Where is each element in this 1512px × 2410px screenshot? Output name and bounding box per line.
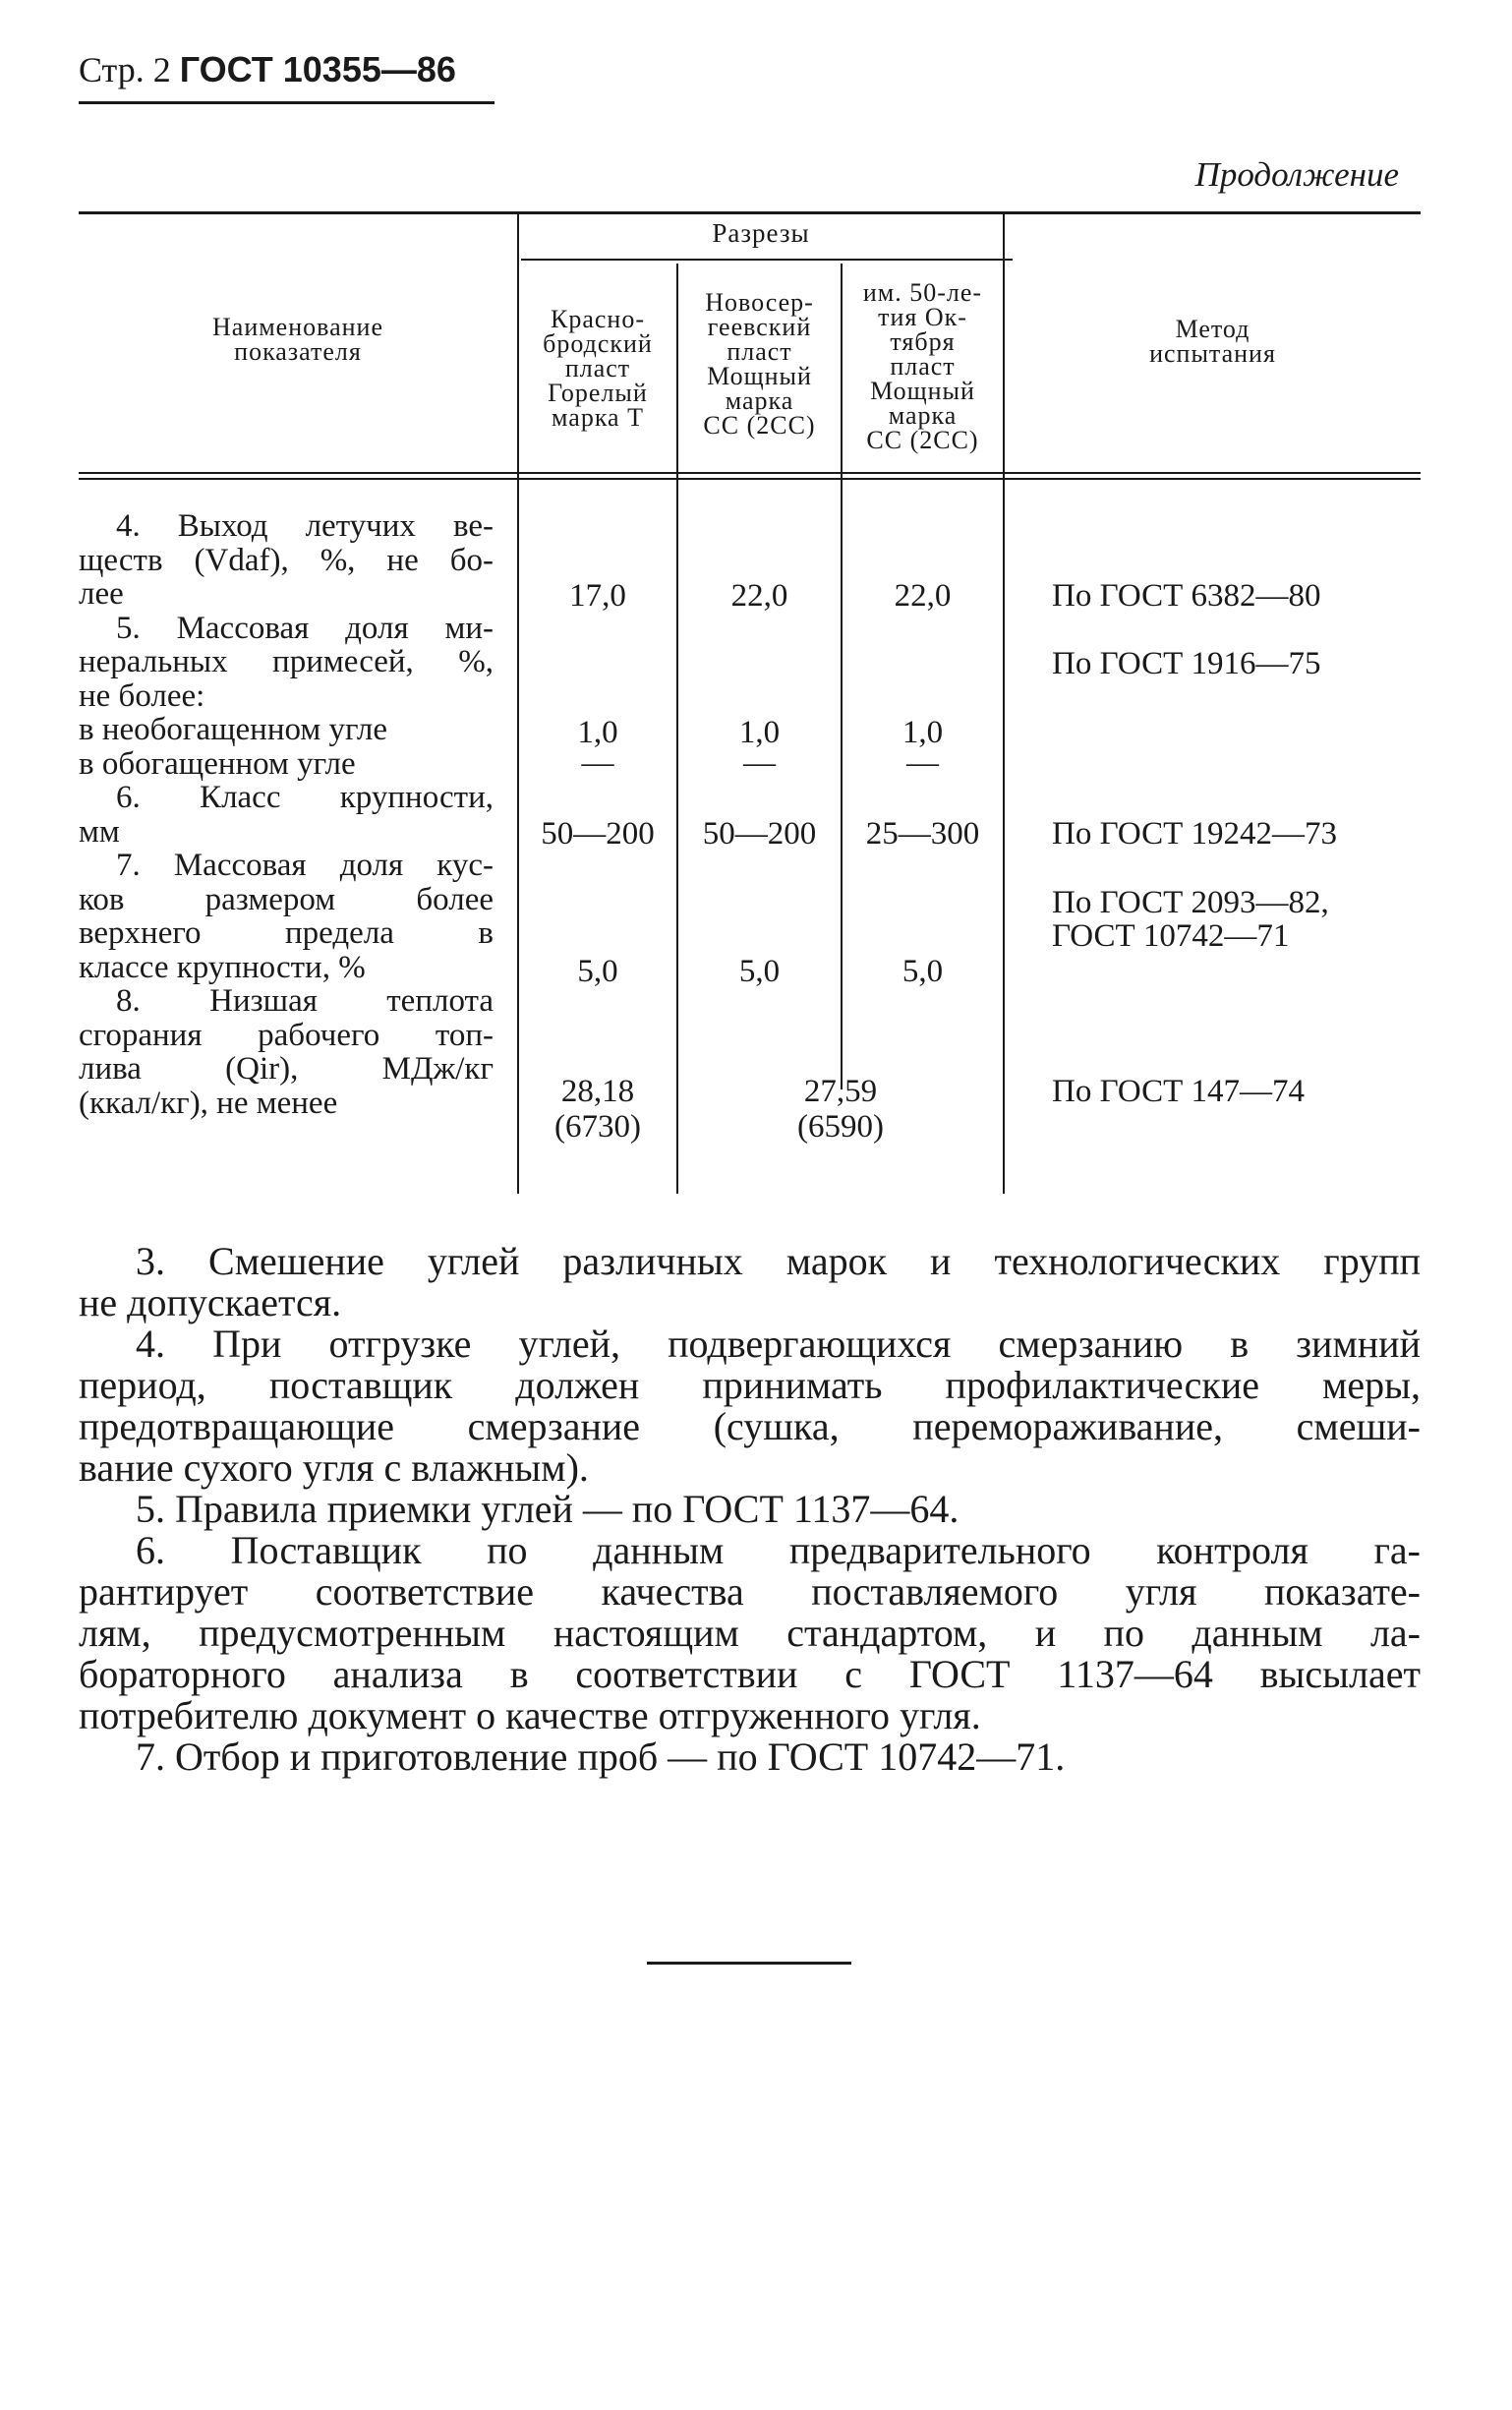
col-method-header: Метод испытания (1149, 315, 1276, 368)
page-label: Стр. 2 (79, 50, 171, 89)
header-rule (79, 101, 494, 104)
end-rule (647, 1962, 851, 1965)
name-line: лее (79, 576, 124, 612)
paragraph-line: не допускается. (79, 1280, 342, 1324)
paragraph-line: бораторного анализа в соответствии с ГОСТ 1137—64 высылает (79, 1652, 1421, 1696)
cell-mineral-enriched-c2: — (743, 745, 776, 781)
table-top-rule (79, 211, 1421, 214)
cell-heat-c1-kcal: (6730) (554, 1109, 641, 1145)
cell-lumps-c3: 5,0 (901, 954, 944, 989)
group-header: Разрезы (712, 218, 810, 248)
paragraph-line: период, поставщик должен принимать профилактические меры, (79, 1363, 1421, 1407)
name-line: мм (79, 813, 120, 850)
cell-size-c3: 25—300 (865, 816, 980, 852)
table-header-rule-1 (79, 472, 1421, 474)
table-header-rule-2 (79, 478, 1421, 480)
paragraph-line: 5. Правила приемки углей — по ГОСТ 1137—64. (136, 1487, 960, 1531)
group-header-rule (521, 259, 1013, 261)
cell-mineral-method: По ГОСТ 1916—75 (1052, 646, 1321, 681)
paragraph-5 (79, 1489, 1421, 1530)
name-line: 7. Массовая доля кус- (116, 848, 494, 883)
cell-mineral-enriched-c1: — (581, 745, 614, 781)
paragraph-line: рантирует соответствие качества поставляемого угля показате- (79, 1569, 1421, 1614)
page-header (79, 49, 456, 90)
col-name-header: Наименование показателя (212, 313, 383, 366)
doc-id: ГОСТ 10355—86 (179, 49, 456, 89)
cell-heat-c1: 28,18 (560, 1074, 635, 1109)
cell-size-method: По ГОСТ 19242—73 (1052, 816, 1337, 852)
name-line: неральных примесей, %, (79, 644, 494, 679)
name-line: классе крупности, % (79, 949, 366, 985)
cell-lumps-c2: 5,0 (738, 954, 781, 989)
indicator-names (79, 509, 494, 1120)
paragraph-line: вание сухого угля с влажным). (79, 1445, 589, 1490)
cell-mineral-raw-c2: 1,0 (738, 715, 781, 750)
col1-header: Красно- бродский пласт Горелый марка Т (543, 305, 653, 432)
paragraph-4 (79, 1323, 1421, 1489)
cell-size-c1: 50—200 (541, 816, 655, 852)
paragraph-line: лям, предусмотренным настоящим стандартом, и по данным ла- (79, 1611, 1421, 1655)
paragraph-line: 3. Смешение углей различных марок и технологических групп (136, 1239, 1421, 1283)
cell-mineral-raw-c3: 1,0 (901, 715, 944, 750)
name-line: 5. Массовая доля ми- (116, 610, 494, 646)
name-line: лива (Qir), МДж/кг (79, 1051, 494, 1087)
col3-header: им. 50-ле- тия Ок- тября пласт Мощный марка СС (2СС) (862, 278, 983, 454)
cell-heat-method: По ГОСТ 147—74 (1052, 1074, 1305, 1109)
name-line: сгорания рабочего топ- (79, 1017, 494, 1053)
paragraph-6 (79, 1530, 1421, 1736)
cell-volatile-c3: 22,0 (894, 578, 952, 614)
cell-lumps-method-1: По ГОСТ 2093—82, (1052, 885, 1329, 920)
paragraph-line: предотвращающие смерзание (сушка, перемораживание, смеши- (79, 1404, 1421, 1448)
paragraph-line: 4. При отгрузке углей, подвергающихся смерзанию в зимний (136, 1322, 1421, 1366)
name-line: не более: (79, 677, 205, 714)
cell-volatile-method: По ГОСТ 6382—80 (1052, 578, 1321, 614)
cell-size-c2: 50—200 (702, 816, 817, 852)
name-line: (ккал/кг), не менее (79, 1085, 338, 1121)
paragraph-line: 7. Отбор и приготовление проб — по ГОСТ 10742—71. (136, 1734, 1066, 1779)
cell-heat-c23-kcal: (6590) (797, 1109, 884, 1145)
paragraph-line: потребителю документ о качестве отгруженного угля. (79, 1693, 981, 1737)
cell-volatile-c2: 22,0 (730, 578, 788, 614)
paragraph-line: 6. Поставщик по данным предварительного контроля га- (136, 1528, 1421, 1572)
name-line: 8. Низшая теплота (116, 983, 494, 1019)
paragraph-7 (79, 1736, 1421, 1778)
cell-volatile-c1: 17,0 (569, 578, 626, 614)
cell-mineral-enriched-c3: — (906, 745, 939, 781)
name-line: ков размером более (79, 881, 494, 917)
col2-header: Новосер- геевский пласт Мощный марка СС (2СС) (703, 288, 816, 440)
name-line: в обогащенном угле (79, 745, 356, 782)
cell-lumps-method-2: ГОСТ 10742—71 (1052, 918, 1290, 954)
name-line: 4. Выход летучих ве- (116, 508, 494, 544)
continuation-label: Продолжение (1194, 155, 1399, 194)
paragraph-3 (79, 1241, 1421, 1323)
name-line: в необогащенном угле (79, 712, 387, 747)
cell-lumps-c1: 5,0 (577, 954, 618, 989)
name-line: верхнего предела в (79, 915, 494, 951)
cell-mineral-raw-c1: 1,0 (577, 715, 618, 750)
name-line: 6. Класс крупности, (116, 780, 494, 815)
name-line: ществ (Vdaf), %, не бо- (79, 542, 494, 578)
cell-heat-c23: 27,59 (803, 1074, 878, 1109)
